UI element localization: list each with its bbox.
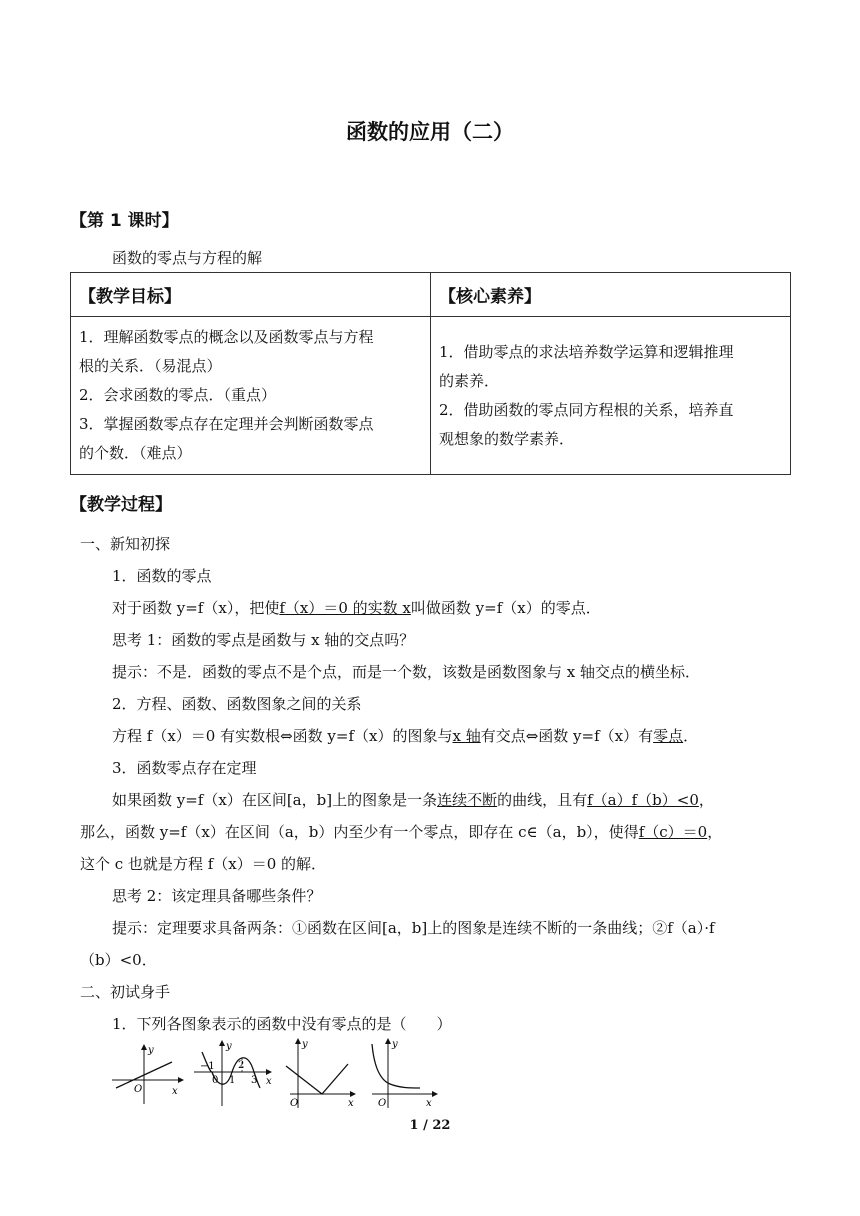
zero-definition (112, 598, 601, 618)
text-run: ， (707, 823, 723, 841)
lesson-subtitle: 函数的零点与方程的解 (112, 249, 263, 267)
goal-line: 2．会求函数的零点．（重点） (79, 386, 277, 404)
goal-line: 的个数．（难点） (79, 444, 192, 462)
graph-c-v-shape (282, 1036, 358, 1110)
underlined-term: x 轴 (452, 727, 481, 745)
x-arrow-icon (266, 1069, 272, 1075)
x-arrow-icon (178, 1077, 184, 1083)
tick-label-minus-1: −1 (200, 1061, 215, 1072)
graph-d-decay (364, 1036, 440, 1110)
exercise-1: 1．下列各图象表示的函数中没有零点的是（ ） (112, 1015, 452, 1033)
goal-line: 3．掌握函数零点存在定理并会判断函数零点 (79, 415, 374, 433)
y-label: y (302, 1039, 308, 1050)
hint-2-line-1: 提示：定理要求具备两条：①函数在区间[a，b]上的图象是连续不断的一条曲线；②f（a）·f (112, 919, 715, 937)
tick-label-1: 1 (229, 1075, 236, 1086)
text-run: ． (683, 727, 699, 745)
underlined-term: 零点 (653, 727, 684, 745)
section-new-knowledge: 一、新知初探 (80, 535, 171, 553)
theorem-line-3: 这个 c 也就是方程 f（x）＝0 的解． (80, 855, 327, 873)
text-run: 方程 f（x）＝0 有实数根⇔函数 y=f（x）的图象与 (112, 727, 453, 745)
underlined-term: f（c）＝0 (638, 823, 708, 841)
graph-a-line (110, 1042, 185, 1106)
y-arrow-icon (385, 1038, 391, 1044)
y-label: y (148, 1045, 154, 1056)
y-arrow-icon (295, 1038, 301, 1044)
literacy-line: 观想象的数学素养． (439, 429, 575, 448)
literacy-header: 【核心素养】 (431, 273, 791, 317)
underlined-term: 连续不断 (437, 791, 498, 809)
literacy-line: 1．借助零点的求法培养数学运算和逻辑推理 (439, 342, 734, 361)
x-arrow-icon (350, 1091, 356, 1097)
theorem-line-2 (80, 822, 722, 842)
item-relations: 2．方程、函数、函数图象之间的关系 (112, 695, 362, 713)
function-v (286, 1064, 348, 1094)
text-run: 叫做函数 y=f（x）的零点． (410, 599, 601, 617)
y-label: y (226, 1041, 232, 1052)
x-label: x (172, 1086, 178, 1097)
underlined-term: f（x）＝0 的实数 x (279, 599, 411, 617)
page-number: 1 / 22 (409, 1118, 451, 1133)
function-curve (372, 1044, 420, 1088)
y-label: y (392, 1039, 398, 1050)
process-heading: 【教学过程】 (70, 495, 172, 515)
tick-label-3: 3 (251, 1075, 258, 1086)
goals-header: 【教学目标】 (71, 273, 431, 317)
origin-label: O (134, 1084, 143, 1095)
text-run: 有交点⇔函数 y=f（x）有 (480, 727, 654, 745)
hint-1: 提示：不是．函数的零点不是个点，而是一个数，该数是函数图象与 x 轴交点的横坐标． (112, 663, 700, 681)
y-arrow-icon (219, 1040, 225, 1046)
underlined-term: f（a）f（b）<0 (587, 791, 699, 809)
lesson-heading: 【第 1 课时】 (70, 211, 179, 231)
x-label: x (266, 1076, 272, 1087)
y-arrow-icon (141, 1044, 147, 1050)
goal-line: 1．理解函数零点的概念以及函数零点与方程 (79, 328, 374, 346)
literacy-cell (431, 317, 791, 475)
relation-statement (112, 726, 698, 746)
hint-2-line-2: （b）<0． (80, 951, 157, 969)
literacy-line: 的素养． (439, 371, 500, 390)
text-run: 那么，函数 y=f（x）在区间（a，b）内至少有一个零点，即存在 c∈（a，b），使得 (80, 823, 639, 841)
think-2: 思考 2：该定理具备哪些条件？ (112, 887, 322, 905)
text-run: ， (698, 791, 714, 809)
origin-label: O (378, 1098, 387, 1109)
x-label: x (348, 1098, 354, 1109)
think-1: 思考 1：函数的零点是函数与 x 轴的交点吗？ (112, 631, 415, 649)
tick-label-0: 0 (212, 1075, 219, 1086)
page-title: 函数的应用（二） (346, 120, 514, 144)
goals-cell (71, 317, 431, 475)
x-arrow-icon (432, 1091, 438, 1097)
text-run: 的曲线，且有 (497, 791, 588, 809)
literacy-line: 2．借助函数的零点同方程根的关系，培养直 (439, 400, 734, 419)
x-label: x (426, 1098, 432, 1109)
objectives-table (70, 272, 791, 475)
theorem-line-1 (112, 790, 714, 810)
item-zero-point: 1．函数的零点 (112, 567, 212, 585)
graph-b-wave (192, 1038, 274, 1108)
tick-label-2: 2 (238, 1060, 245, 1071)
text-run: 如果函数 y=f（x）在区间[a，b]上的图象是一条 (112, 791, 438, 809)
item-existence-theorem: 3．函数零点存在定理 (112, 759, 257, 777)
text-run: 对于函数 y=f（x），把使 (112, 599, 280, 617)
section-try: 二、初试身手 (80, 983, 171, 1001)
goal-line: 根的关系．（易混点） (79, 357, 222, 375)
origin-label: O (290, 1098, 299, 1109)
